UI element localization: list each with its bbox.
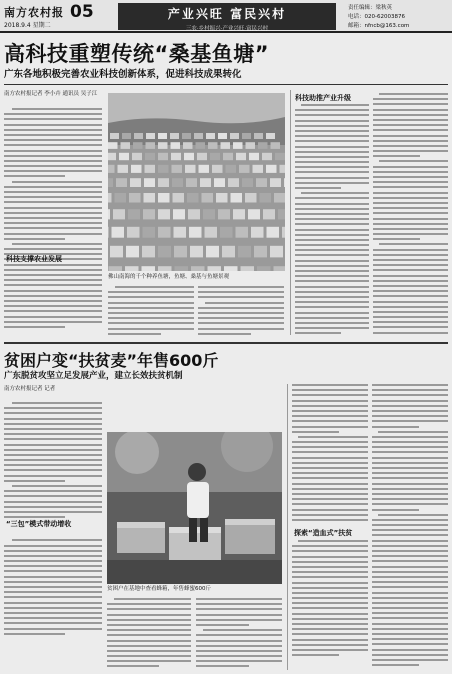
pond-tile [175,266,189,271]
pond-tile [146,142,156,149]
story2-column-2 [107,598,191,670]
pond-tile [118,165,129,173]
pond-tile [158,165,169,173]
pond-tile [194,133,203,139]
pond-tile [171,142,181,149]
pond-tile [172,178,183,187]
slogan-subtitle: 三农·乡村振兴·产业兴旺·富民兴村 [185,26,269,32]
pond-tile [145,153,155,160]
story-divider [4,342,448,344]
pond-tile [108,209,110,219]
pond-tile [233,209,245,219]
pond-tile [197,153,207,160]
story1-subhead: 广东各地积极完善农业科技创新体系，促进科技成果转化 [4,69,242,80]
pond-tile [242,133,251,139]
pond-tile [158,266,172,271]
pond-tile [206,133,215,139]
pond-tile [202,193,214,203]
pond-tile [129,193,141,203]
pond-tile [108,193,112,203]
pond-tile [110,133,119,139]
pond-tile [266,165,277,173]
pond-tile [128,209,140,219]
pond-tile [208,142,218,149]
pond-tile [144,193,156,203]
pond-tile [246,142,256,149]
pond-tile [145,165,156,173]
pond-tile [171,153,181,160]
beekeeper-photo [107,432,282,584]
pond-tile [172,165,183,173]
pond-tile [158,153,168,160]
pond-tile [173,193,185,203]
pond-tile [218,209,230,219]
editor-name: 责任编辑：梁秋英 [348,5,393,11]
pond-tile [191,266,205,271]
pond-tile [280,165,286,173]
pond-tile [233,142,243,149]
pond-tile [108,153,116,160]
slogan-band [118,3,336,30]
pond-tile [271,142,281,149]
pond-tile [274,193,285,203]
pond-tile [254,246,267,258]
pond-tile [134,133,143,139]
masthead [0,0,452,33]
story1-column-4 [295,104,369,336]
pond-tile [206,246,219,258]
pond-tile [144,178,155,187]
story2-headline: 贫困户变“扶贫麦”年售600斤 [4,351,219,370]
pond-tile [182,133,191,139]
story2-section-head-2: 探索“造血式”扶贫 [294,529,353,537]
story1-section-head-1: 科技支撑农业发展 [6,255,62,263]
pond-tile [127,227,140,238]
story1-column-2 [108,286,194,336]
pond-tile [208,266,222,271]
pond-tile [158,227,171,238]
pond-tile [221,142,231,149]
pond-tile [214,178,225,187]
story1-column-1 [4,108,102,332]
pond-tile [186,178,197,187]
pond-tile [238,246,251,258]
pond-tile [253,165,264,173]
pond-tile [226,165,237,173]
pond-tile [222,246,235,258]
story2-column-5 [292,540,368,670]
issue-date: 2018.9.4 星期二 [4,22,51,29]
story2-section-head-1: “三包”模式带动增收 [6,520,72,528]
pond-tile [109,266,123,271]
story1-column-1-text [4,108,102,332]
story1-headline: 高科技重塑传统“桑基鱼塘” [4,42,270,66]
pond-tile [200,178,211,187]
pond-tile [142,246,155,258]
pond-tile [236,153,246,160]
pond-tile [196,142,206,149]
pond-tile [266,133,275,139]
pond-tile [275,153,285,160]
story1-byline: 南方农村报记者 李小卉 通讯员 吴子江 [4,91,98,97]
pond-tile [113,209,125,219]
pond-tile [146,133,155,139]
pond-tile [158,246,171,258]
pond-tile [251,227,264,238]
story2-photo-caption: 贫困户在基地中查看蜂箱，年售蜂蜜600斤 [107,586,211,592]
pond-tile [239,165,250,173]
pond-tile [110,246,123,258]
story1-photo-caption: 佛山南海的千个种养鱼塘，鱼塘、桑基与鱼塘景观 [108,274,230,280]
pond-tile [220,227,233,238]
pond-tile [257,266,271,271]
editor-email: 邮箱：nfncb@163.com [348,23,410,29]
story1-top-rule [4,84,448,85]
pond-tile [236,227,249,238]
pond-tile [231,193,243,203]
pond-tile [278,209,285,219]
pond-tile [216,193,228,203]
pond-tile [183,142,193,149]
pond-tile [190,246,203,258]
pond-tile [254,133,263,139]
pond-tile [131,165,142,173]
pond-tile [245,193,257,203]
pond-tile [158,133,167,139]
pond-tile [112,227,125,238]
story1-column-5 [373,93,448,336]
pond-tile [130,178,141,187]
pond-tile [158,142,168,149]
story2-column-1 [4,402,102,670]
pond-tile [173,209,185,219]
pond-tile [170,133,179,139]
pond-tile [270,178,281,187]
pond-tile [284,178,285,187]
pond-tile [184,153,194,160]
pond-tile [174,227,187,238]
slogan: 产业兴旺 富民兴村 [167,7,287,21]
pond-tile [143,209,155,219]
story1-section-head-2: 科技助推产业升级 [295,94,351,102]
pond-tile [108,178,113,187]
editor-info [348,4,448,31]
pond-tile [230,133,239,139]
pond-tile [158,178,169,187]
pond-tile [142,266,156,271]
page-number: 05 [70,2,94,22]
pond-tile [115,193,127,203]
pond-tile [262,153,272,160]
pond-tile [241,266,255,271]
pond-tile [224,266,238,271]
pond-tile [133,142,143,149]
pond-tile [203,209,215,219]
pond-tile [218,133,227,139]
pond-tile [143,227,156,238]
pond-tile [248,209,260,219]
pond-tile [188,209,200,219]
story2-column-3 [196,598,282,670]
story2-column-6 [372,384,448,670]
pond-tile [119,153,129,160]
newspaper-logo: 南方农村报 [4,6,64,19]
story2-subhead: 广东脱贫攻坚立足发展产业，建立长效扶贫机制 [4,371,183,381]
editor-phone: 电话：020-62003876 [348,14,405,20]
pond-tile [242,178,253,187]
pond-tile [267,227,280,238]
pond-tile [108,227,109,238]
pond-tile [185,165,196,173]
pond-tile [274,266,286,271]
pond-tile [132,153,142,160]
pond-tile [270,246,283,258]
pond-tile [116,178,127,187]
pond-tile [122,133,131,139]
fish-pond-aerial-photo [108,93,285,271]
pond-tile [205,227,218,238]
pond-tile [256,178,267,187]
pond-tile [249,153,259,160]
pond-tile [108,165,115,173]
pond-tile [187,193,199,203]
story1-column-3 [198,286,284,336]
pond-tile [189,227,202,238]
story2-byline: 南方农村报记者 记者 [4,386,56,392]
pond-tile [125,266,139,271]
pond-tile [158,209,170,219]
pond-tile [108,142,118,149]
pond-tile [210,153,220,160]
pond-tile [126,246,139,258]
pond-tile [212,165,223,173]
story2-column-4 [292,384,368,524]
pond-tile [223,153,233,160]
pond-tile [121,142,131,149]
pond-tile [260,193,272,203]
pond-tile [263,209,275,219]
pond-tile [228,178,239,187]
pond-tile [158,193,170,203]
pond-tile [199,165,210,173]
pond-tile [282,227,285,238]
pond-tile [174,246,187,258]
pond-tile [258,142,268,149]
